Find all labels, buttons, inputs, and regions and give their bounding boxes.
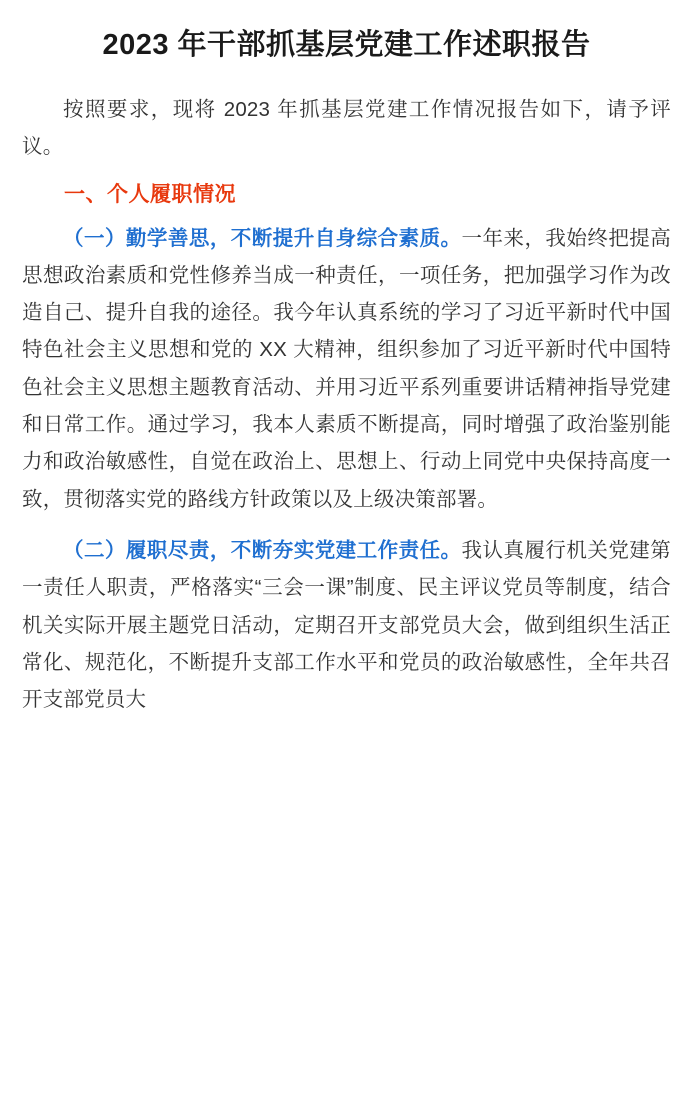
- subsection-1-1-lead: （一）勤学善思，不断提升自身综合素质。: [63, 226, 462, 250]
- subsection-1-2: [22, 532, 671, 718]
- intro-paragraph: 按照要求，现将 2023 年抓基层党建工作情况报告如下，请予评议。: [22, 98, 671, 159]
- subsection-1-1: [22, 220, 671, 518]
- subsection-1-2-text: 我认真履行机关党建第一责任人职责，严格落实“三会一课”制度、民主评议党员等制度，结合机关实际开展主题党日活动，定期召开支部党员大会，做到组织生活正常化、规范化，不断提升支部工作水平和党员的政治敏感性，全年共召开支部党员大: [22, 538, 671, 712]
- page-title: 2023 年干部抓基层党建工作述职报告: [102, 29, 591, 61]
- subsection-1-1-text: 一年来，我始终把提高思想政治素质和党性修养当成一种责任，一项任务，把加强学习作为改造自己、提升自我的途径。我今年认真系统的学习了习近平新时代中国特色社会主义思想和党的 XX 大精神，组织参加了习近平新时代中国特色社会主义思想主题教育活动、并用习近平系列重要讲话精神指导党建和日常工作。通过学习，我本人素质不断提高，同时增强了政治鉴别能力和政治敏感性，自觉在政治上、思想上、行动上同党中央保持高度一致，贯彻落实党的路线方针政策以及上级决策部署。: [22, 226, 671, 511]
- paragraph-spacer: [22, 524, 671, 532]
- section-heading-1: 一、个人履职情况: [64, 182, 236, 206]
- subsection-1-2-lead: （二）履职尽责，不断夯实党建工作责任。: [63, 538, 462, 562]
